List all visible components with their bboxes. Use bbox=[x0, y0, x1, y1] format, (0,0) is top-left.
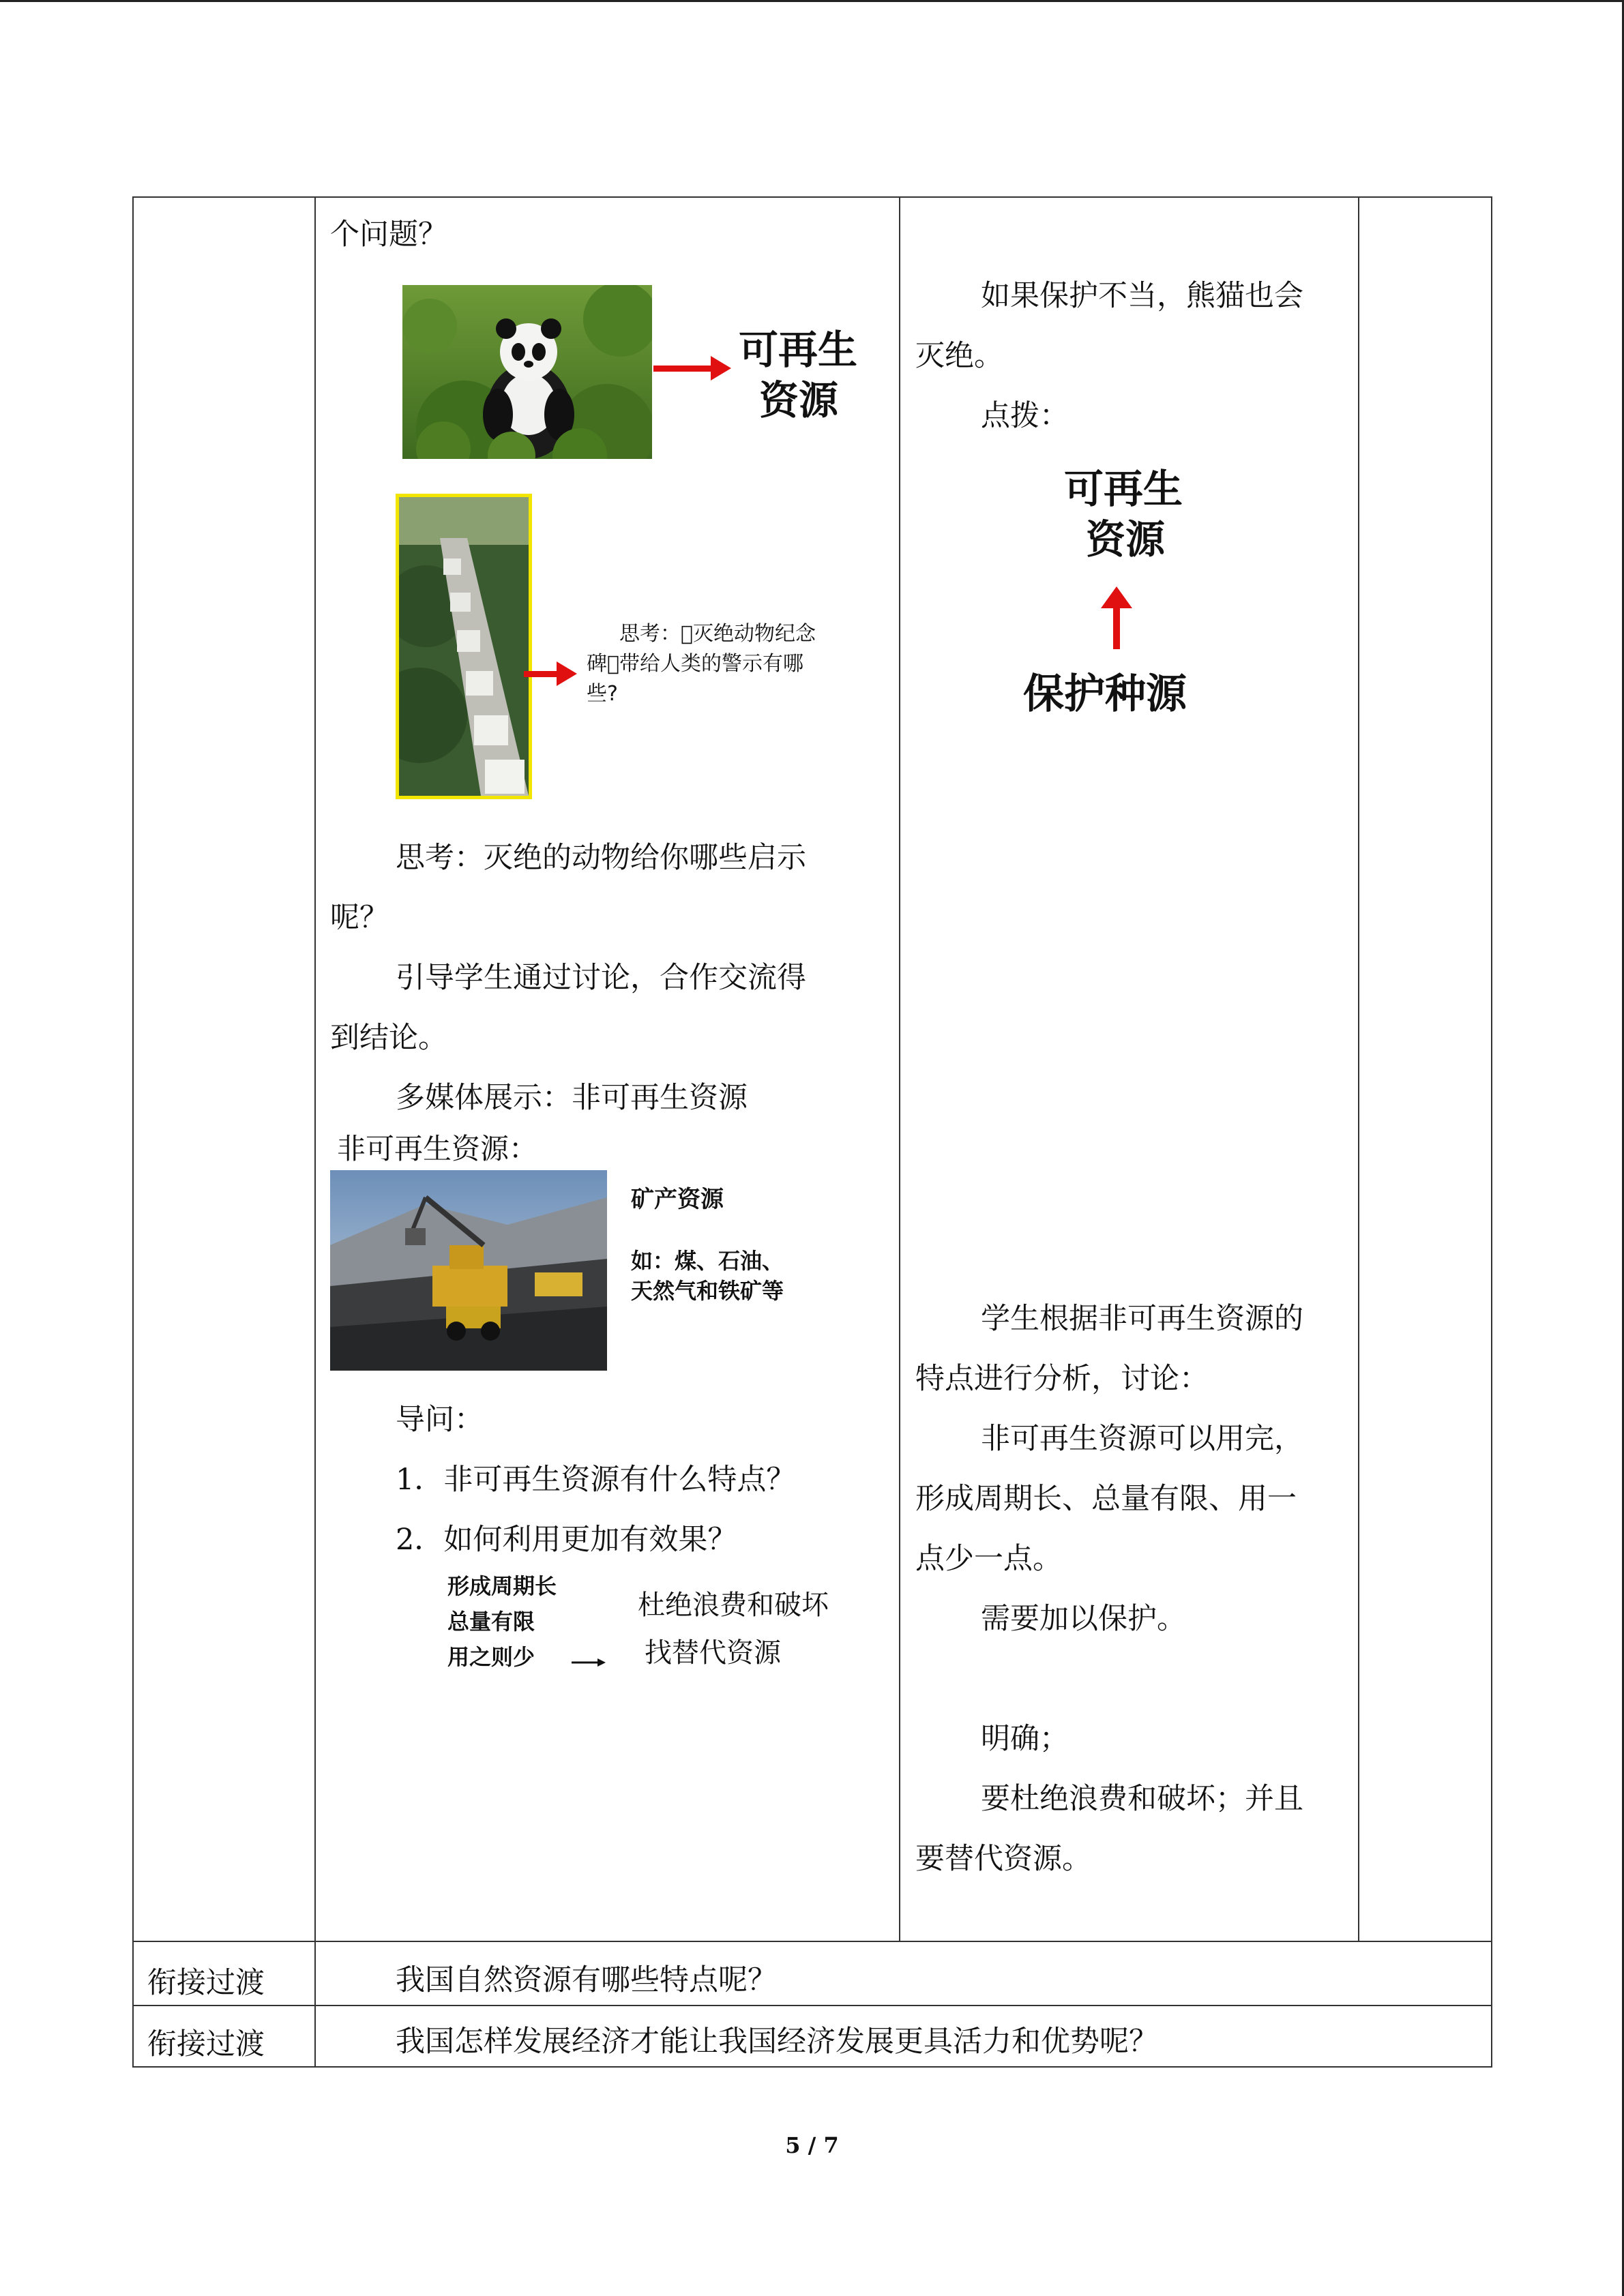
monument-photo bbox=[396, 494, 532, 799]
right-p5: 需要加以保护。 bbox=[981, 1602, 1186, 1636]
panda-photo bbox=[402, 285, 652, 459]
row-content: 我国自然资源有哪些特点呢？ bbox=[396, 1963, 777, 1997]
monument-caption-line3: 些? bbox=[587, 682, 618, 706]
right-p3-line1: 学生根据非可再生资源的 bbox=[981, 1302, 1303, 1336]
right-p2: 点拨： bbox=[981, 399, 1069, 433]
right-diagram-bottom: 保护种源 bbox=[1023, 670, 1187, 718]
red-arrow-icon bbox=[653, 366, 716, 372]
right-p1-line1: 如果保护不当，熊猫也会 bbox=[981, 279, 1303, 313]
right-diagram-top-line1: 可再生 bbox=[1064, 466, 1183, 512]
mineral-example-line1: 如：煤、石油、 bbox=[631, 1248, 784, 1274]
page-number: 5 / 7 bbox=[785, 2132, 839, 2158]
monument-caption-line1: 思考： 灭绝动物纪念 bbox=[619, 622, 816, 646]
diagram-left-line1: 形成周期长 bbox=[447, 1573, 557, 1599]
red-arrow-icon bbox=[524, 671, 562, 677]
right-p7-line2: 要替代资源。 bbox=[915, 1842, 1091, 1876]
right-p1-line2: 灭绝。 bbox=[915, 339, 1003, 373]
table-border-right bbox=[1491, 196, 1492, 2068]
diagram-right-line1: 杜绝浪费和破坏 bbox=[638, 1590, 829, 1621]
diagram-left-line3: 用之则少 bbox=[447, 1644, 535, 1670]
small-arrow-icon bbox=[572, 1657, 606, 1668]
nonrenewable-title: 非可再生资源： bbox=[337, 1132, 538, 1165]
panda-caption-line2: 资源 bbox=[759, 377, 839, 423]
right-p6: 明确； bbox=[981, 1722, 1069, 1756]
question-item: 1．非可再生资源有什么特点？ bbox=[396, 1463, 796, 1497]
table-border-top bbox=[132, 196, 1492, 198]
red-up-arrow-icon bbox=[1101, 586, 1132, 649]
panda-caption-line1: 可再生 bbox=[739, 327, 858, 373]
right-diagram-top-line2: 资源 bbox=[1086, 516, 1166, 563]
right-p3-line2: 特点进行分析，讨论： bbox=[915, 1362, 1209, 1396]
table-col-divider bbox=[899, 196, 900, 1942]
mining-illustration bbox=[330, 1170, 607, 1371]
para-guide-line1: 引导学生通过讨论，合作交流得 bbox=[396, 961, 806, 995]
right-p4-line2: 形成周期长、总量有限、用一 bbox=[915, 1482, 1297, 1516]
right-p4-line1: 非可再生资源可以用完， bbox=[981, 1422, 1303, 1456]
table-border-bottom bbox=[132, 2066, 1492, 2068]
table-col-divider bbox=[314, 196, 316, 2068]
table-row-divider bbox=[132, 1941, 1492, 1942]
para-guide-line2: 到结论。 bbox=[330, 1021, 447, 1055]
para-think-line1: 思考：灭绝的动物给你哪些启示 bbox=[396, 841, 806, 875]
mineral-title: 矿产资源 bbox=[631, 1186, 724, 1213]
question-item: 2．如何利用更加有效果？ bbox=[396, 1523, 737, 1557]
right-p7-line1: 要杜绝浪费和破坏；并且 bbox=[981, 1782, 1303, 1816]
table-border-left bbox=[132, 196, 134, 2068]
guide-label: 导问： bbox=[396, 1403, 484, 1437]
mineral-example-line2: 天然气和铁矿等 bbox=[631, 1278, 784, 1304]
monument-illustration bbox=[399, 497, 529, 796]
diagram-right-line2: 找替代资源 bbox=[645, 1637, 781, 1669]
right-p4-line3: 点少一点。 bbox=[915, 1542, 1062, 1576]
top-fragment-text: 个问题？ bbox=[330, 218, 447, 252]
row-label: 衔接过渡 bbox=[147, 2027, 265, 2061]
page-frame-top bbox=[0, 0, 1624, 2]
row-content: 我国怎样发展经济才能让我国经济发展更具活力和优势呢？ bbox=[396, 2025, 1158, 2059]
para-think-line2: 呢？ bbox=[330, 901, 389, 935]
diagram-left-line2: 总量有限 bbox=[447, 1609, 535, 1635]
table-row-divider bbox=[132, 2005, 1492, 2006]
monument-caption-line2: 碑 带给人类的警示有哪 bbox=[587, 652, 804, 676]
panda-illustration bbox=[402, 285, 652, 459]
mining-photo bbox=[330, 1170, 607, 1371]
para-multimedia: 多媒体展示：非可再生资源 bbox=[396, 1081, 748, 1115]
table-col-divider bbox=[1358, 196, 1359, 1942]
row-label: 衔接过渡 bbox=[147, 1966, 265, 2000]
